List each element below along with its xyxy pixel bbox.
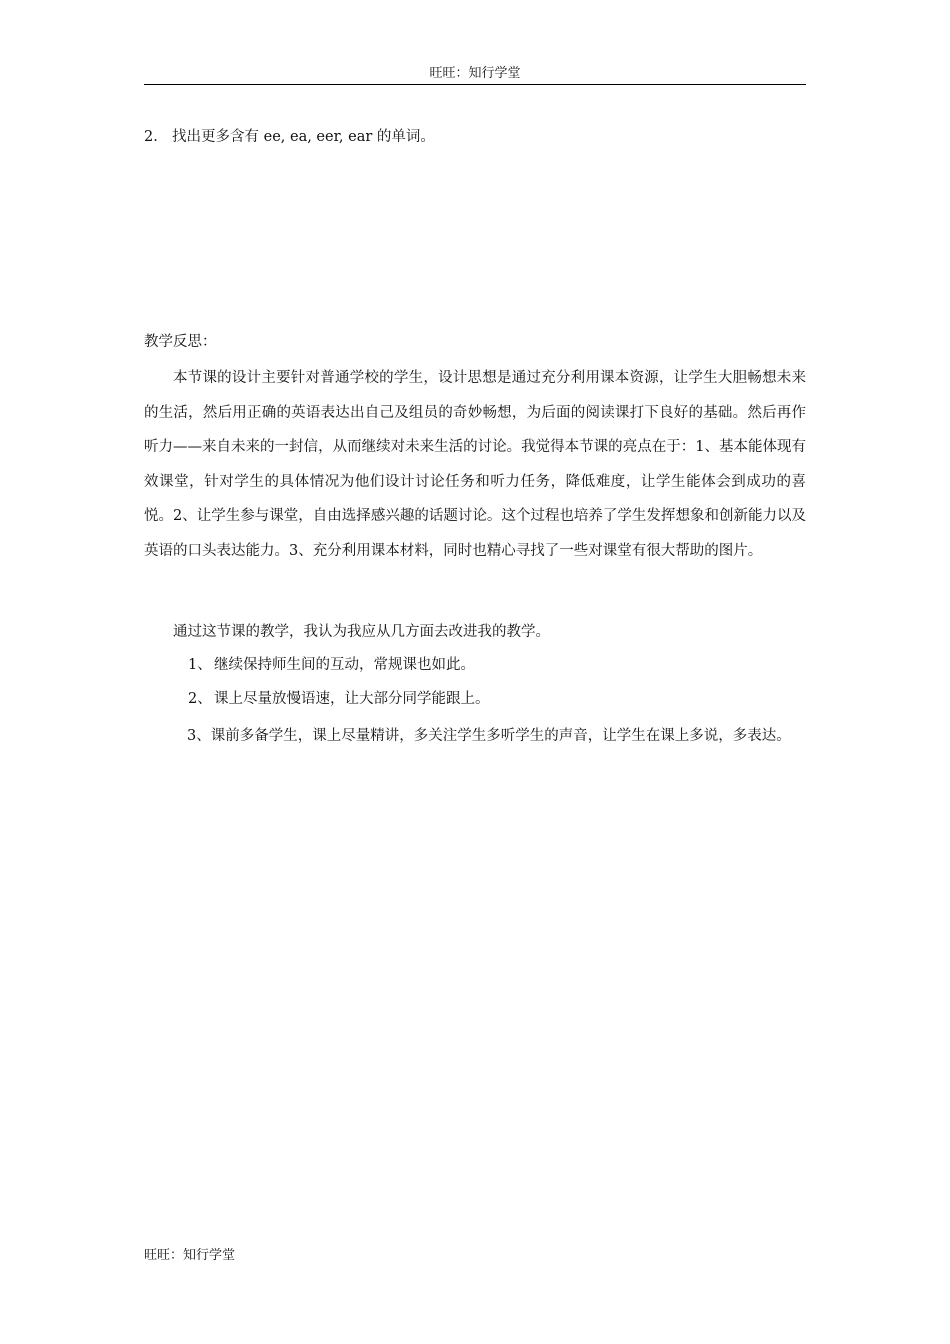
header-divider xyxy=(144,84,806,85)
improvement-number: 2、 xyxy=(188,691,212,707)
improvement-text: 课上尽量放慢语速，让大部分同学能跟上。 xyxy=(214,691,490,707)
improvement-item-1 xyxy=(188,654,475,676)
reflection-paragraph-1: 本节课的设计主要针对普通学校的学生，设计思想是通过充分利用课本资源，让学生大胆畅想未来的生活，然后用正确的英语表达出自己及组员的奇妙畅想，为后面的阅读课打下良好的基础。然后再作听力——来自未来的一封信，从而继续对未来生活的讨论。我觉得本节课的亮点在于：1、基本能体现有效课堂，针对学生的具体情况为他们设计讨论任务和听力任务，降低难度，让学生能体会到成功的喜悦。2、让学生参与课堂，自由选择感兴趣的话题讨论。这个过程也培养了学生发挥想象和创新能力以及英语的口头表达能力。3、充分利用课本材料，同时也精心寻找了一些对课堂有很大帮助的图片。 xyxy=(144,370,806,559)
reflection-title: 教学反思： xyxy=(144,334,217,350)
exercise-number: 2. xyxy=(144,129,158,145)
exercise-item-2 xyxy=(144,126,435,148)
reflection-paragraph-2: 通过这节课的教学，我认为我应从几方面去改进我的教学。 xyxy=(173,624,550,640)
improvement-text: 继续保持师生间的互动，常规课也如此。 xyxy=(214,657,475,673)
improvement-item-3: 3、课前多备学生，课上尽量精讲，多关注学生多听学生的声音，让学生在课上多说，多表达。 xyxy=(187,728,791,744)
page-header: 旺旺：知行学堂 xyxy=(429,66,521,81)
improvement-number: 1、 xyxy=(188,657,212,673)
exercise-text: 找出更多含有 ee, ea, eer, ear 的单词。 xyxy=(172,129,435,145)
improvement-item-2 xyxy=(188,688,490,710)
page-footer: 旺旺：知行学堂 xyxy=(144,1248,236,1263)
